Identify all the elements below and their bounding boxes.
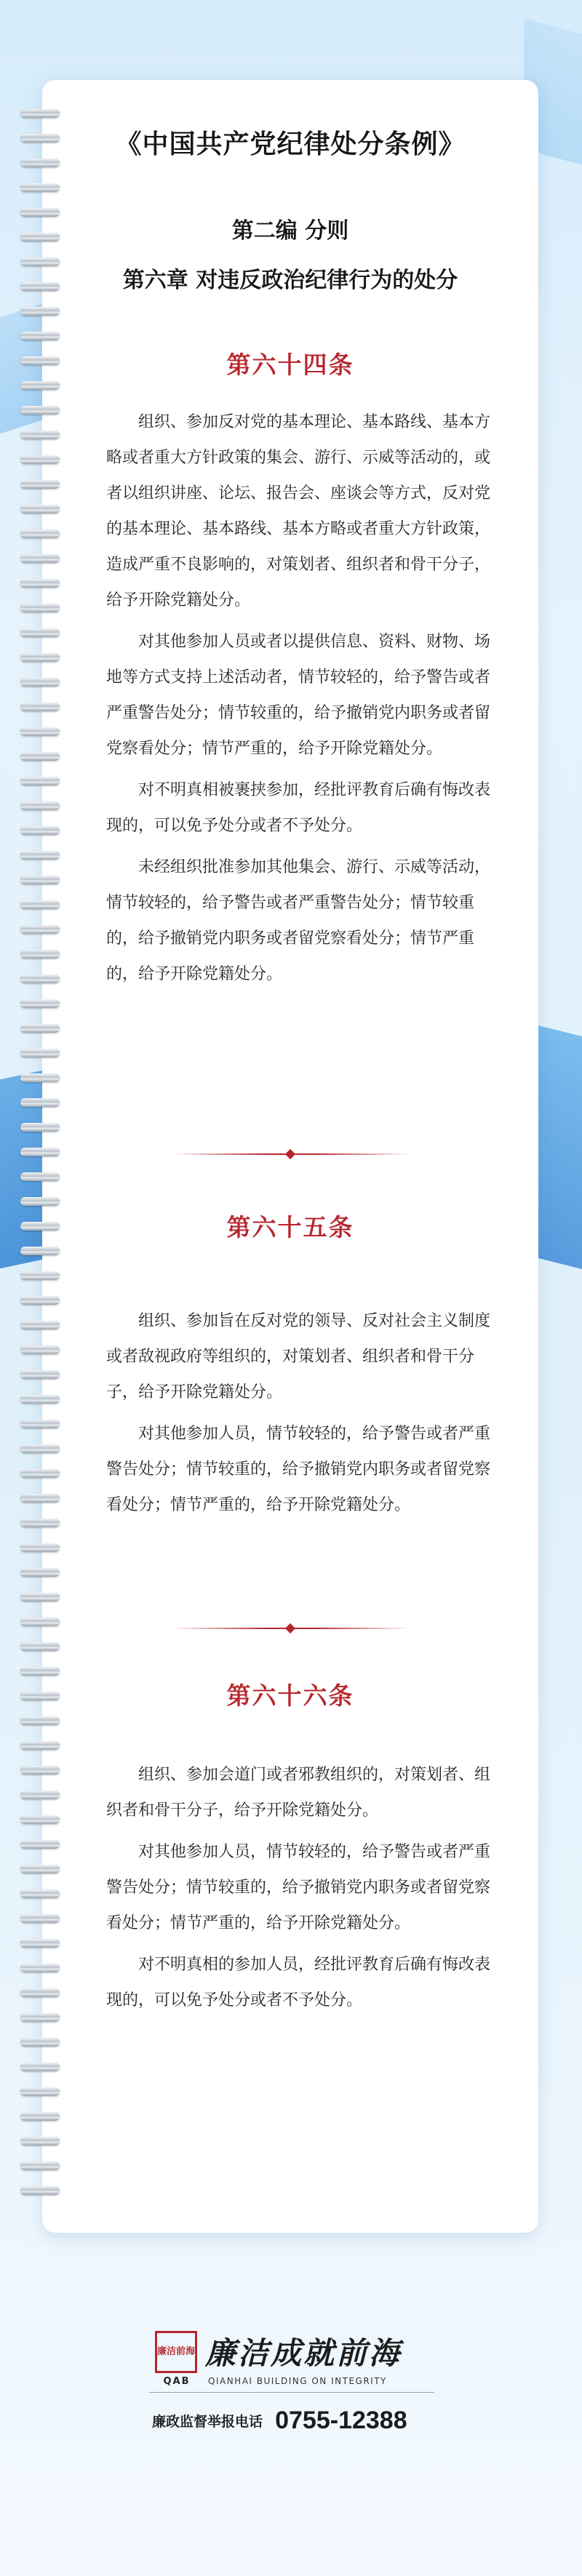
binding-ring [20, 1469, 60, 1478]
binding-ring [20, 1716, 60, 1725]
binding-ring [20, 925, 60, 934]
binding-ring [20, 727, 60, 736]
binding-ring [20, 2137, 60, 2145]
footer [0, 2331, 582, 2513]
binding-ring [20, 1741, 60, 1750]
binding-ring [20, 2087, 60, 2096]
article-paragraph: 对其他参加人员，情节较轻的，给予警告或者严重警告处分；情节较重的，给予撤销党内职务或者留党察看处分；情节严重的，给予开除党籍处分。 [106, 1843, 491, 1932]
binding-ring [20, 480, 60, 489]
article-heading: 第六十六条 [226, 1681, 354, 1710]
divider-diamond-icon [285, 1623, 295, 1633]
binding-ring [20, 431, 60, 439]
binding-ring [20, 2112, 60, 2121]
binding-ring [20, 2186, 60, 2195]
binding-ring [20, 1271, 60, 1280]
hotline-label: 廉政监督举报电话 [152, 2414, 263, 2430]
binding-ring [20, 1593, 60, 1601]
document-title: 《中国共产党纪律处分条例》 [115, 129, 466, 159]
binding-ring [20, 2038, 60, 2047]
binding-ring [20, 505, 60, 513]
binding-ring [20, 703, 60, 711]
section-divider [172, 1625, 410, 1632]
binding-ring [20, 529, 60, 538]
binding-ring [20, 1172, 60, 1181]
binding-ring [20, 851, 60, 860]
article-paragraph: 组织、参加反对党的基本理论、基本路线、基本方略或者重大方针政策的集会、游行、示威等活动的，或者以组织讲座、论坛、报告会、座谈会等方式，反对党的基本理论、基本路线、基本方略或者重大方针政策，造成严重不良影响的，对策划者、组织者和骨干分子，给予开除党籍处分。 [106, 413, 491, 609]
binding-ring [20, 1642, 60, 1651]
binding-ring [20, 678, 60, 687]
binding-ring [20, 1865, 60, 1873]
binding-ring [20, 1395, 60, 1404]
binding-ring [20, 554, 60, 563]
article-paragraph: 对其他参加人员或者以提供信息、资料、财物、场地等方式支持上述活动者，情节较轻的，给予警告或者严重警告处分；情节较重的，给予撤销党内职务或者留党察看处分；情节严重的，给予开除党籍处分。 [106, 633, 491, 758]
brand-name: 廉洁成就前海 [205, 2335, 402, 2371]
binding-ring [20, 900, 60, 909]
binding-ring [20, 1667, 60, 1676]
binding-ring [20, 777, 60, 785]
binding-ring [20, 1049, 60, 1057]
binding-ring [20, 109, 60, 118]
divider-diamond-icon [285, 1149, 295, 1159]
article-heading: 第六十四条 [226, 351, 354, 379]
binding-ring [20, 1964, 60, 1972]
binding-ring [20, 1988, 60, 1997]
binding-ring [20, 801, 60, 810]
binding-ring [20, 1321, 60, 1329]
logo-abbr: QAB [163, 2376, 191, 2387]
binding-ring [20, 406, 60, 415]
binding-ring [20, 1444, 60, 1453]
binding-ring [20, 1123, 60, 1132]
article-body [106, 404, 505, 998]
binding-ring [20, 1197, 60, 1206]
binding-ring [20, 628, 60, 637]
binding-ring [20, 1766, 60, 1775]
section-divider [172, 1151, 410, 1158]
binding-ring [20, 183, 60, 192]
article-paragraph: 未经组织批准参加其他集会、游行、示威等活动，情节较轻的，给予警告或者严重警告处分；情节较重的，给予撤销党内职务或者留党察看处分；情节严重的，给予开除党籍处分。 [106, 858, 491, 983]
article-body [106, 1757, 505, 2024]
binding-ring [20, 455, 60, 464]
binding-ring [20, 2013, 60, 2022]
hotline-number: 0755-12388 [275, 2407, 407, 2434]
binding-ring [20, 1024, 60, 1033]
binding-ring [20, 1148, 60, 1156]
binding-ring [20, 2063, 60, 2071]
binding-ring [20, 1815, 60, 1824]
binding-ring [20, 1889, 60, 1898]
binding-ring [20, 579, 60, 588]
binding-ring [20, 1073, 60, 1082]
binding-ring [20, 999, 60, 1008]
binding-ring [20, 1543, 60, 1552]
binding-ring [20, 1840, 60, 1849]
chapter-title: 第六章 对违反政治纪律行为的处分 [122, 268, 458, 293]
logo-seal: 廉洁前海 [155, 2331, 197, 2373]
binding-ring [20, 1345, 60, 1354]
brand-english: QIANHAI BUILDING ON INTEGRITY [208, 2376, 387, 2386]
binding-ring [20, 1247, 60, 1255]
binding-ring [20, 653, 60, 662]
binding-ring [20, 1098, 60, 1107]
article-paragraph: 对不明真相被裹挟参加，经批评教育后确有悔改表现的，可以免予处分或者不予处分。 [106, 781, 491, 835]
binding-ring [20, 826, 60, 835]
article-heading: 第六十五条 [226, 1213, 354, 1241]
article-paragraph: 组织、参加旨在反对党的领导、反对社会主义制度或者敌视政府等组织的，对策划者、组织者和骨干分子，给予开除党籍处分。 [106, 1312, 491, 1401]
binding-ring [20, 876, 60, 884]
article-paragraph: 组织、参加会道门或者邪教组织的，对策划者、组织者和骨干分子，给予开除党籍处分。 [106, 1766, 491, 1820]
article-paragraph: 对不明真相的参加人员，经批评教育后确有悔改表现的，可以免予处分或者不予处分。 [106, 1956, 491, 2009]
binding-ring [20, 2161, 60, 2170]
part-title: 第二编 分则 [231, 218, 349, 244]
binding-ring [20, 1914, 60, 1923]
binding-ring [20, 1617, 60, 1626]
binding-ring [20, 381, 60, 390]
article-paragraph: 对其他参加人员，情节较轻的，给予警告或者严重警告处分；情节较重的，给予撤销党内职务或者留党察看处分；情节严重的，给予开除党籍处分。 [106, 1425, 491, 1514]
binding-ring [20, 604, 60, 612]
binding-ring [20, 1791, 60, 1799]
binding-ring [20, 1939, 60, 1948]
binding-ring [20, 1296, 60, 1305]
binding-ring [20, 1494, 60, 1503]
binding-ring [20, 1370, 60, 1379]
article-body [106, 1303, 505, 1529]
binding-ring [20, 332, 60, 340]
binding-ring [20, 307, 60, 316]
binding-ring [20, 752, 60, 761]
footer-divider [149, 2392, 434, 2393]
binding-ring [20, 975, 60, 983]
binding-ring [20, 1568, 60, 1577]
binding-ring [20, 1420, 60, 1428]
hotline [152, 2407, 436, 2435]
binding-ring [20, 950, 60, 959]
binding-ring [20, 1519, 60, 1527]
